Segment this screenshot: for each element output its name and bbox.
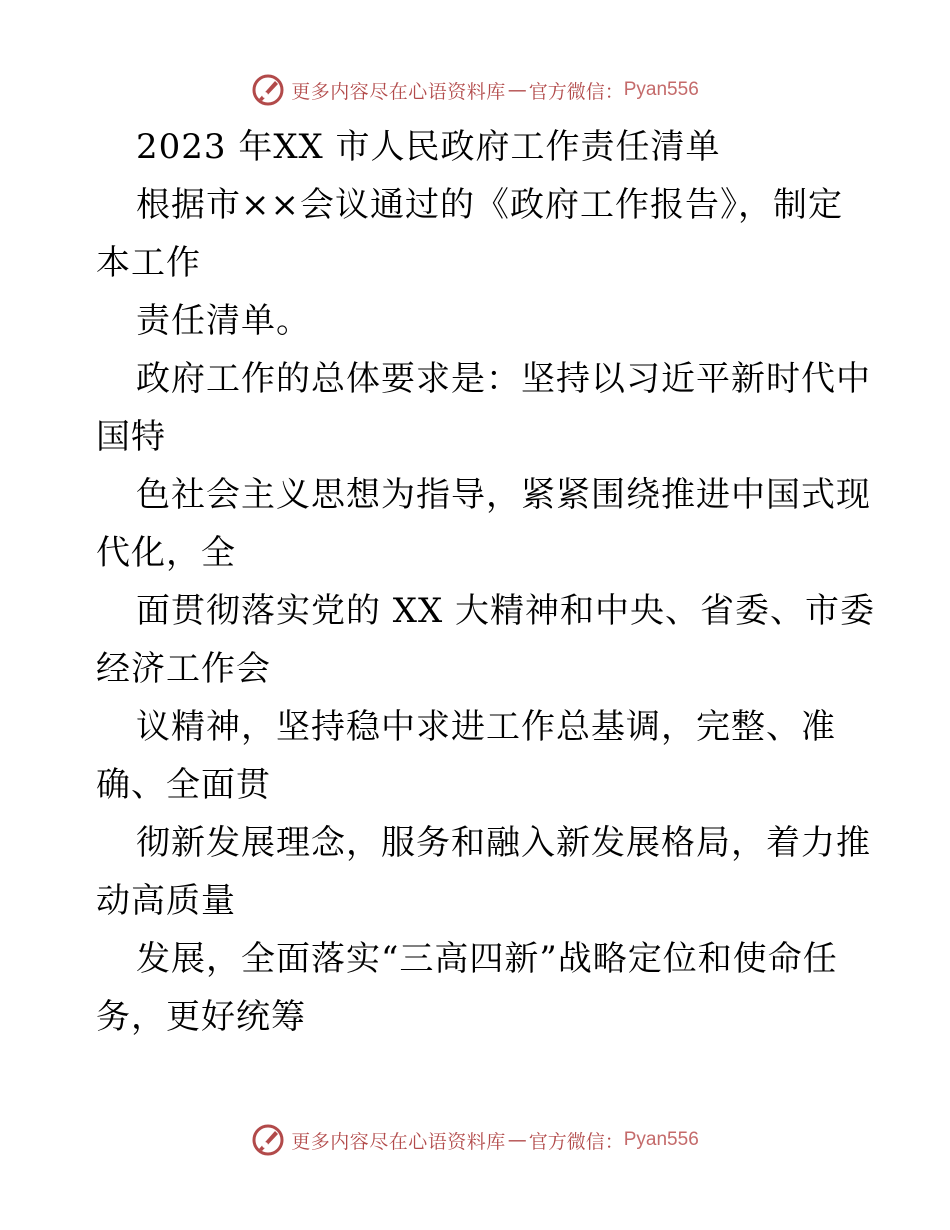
body-line: 经济工作会 <box>96 649 271 689</box>
body-line: 责任清单。 <box>136 301 311 341</box>
body-line: 本工作 <box>96 243 201 283</box>
body-line: 政府工作的总体要求是：坚持以习近平新时代中 <box>136 359 871 399</box>
banner-text: 更多内容尽在心语资料库 <box>291 80 506 103</box>
document-body <box>96 118 876 1046</box>
banner-wechat-label: 官方微信： <box>528 80 624 103</box>
document-title: 2023 年XX 市人民政府工作责任清单 <box>136 127 721 167</box>
banner-dash: — <box>507 79 527 101</box>
footer-watermark-banner <box>0 1120 950 1160</box>
body-line: 务，更好统筹 <box>96 997 306 1037</box>
body-line: 发展，全面落实“三高四新”战略定位和使命任 <box>136 939 838 979</box>
banner-wechat-id: Pyan556 <box>623 1129 699 1150</box>
body-line: 动高质量 <box>96 881 236 921</box>
banner-wechat-label: 官方微信： <box>528 1130 624 1153</box>
body-line: 国特 <box>96 417 166 457</box>
banner-wechat-id: Pyan556 <box>623 79 699 100</box>
body-line: 议精神，坚持稳中求进工作总基调，完整、准 <box>136 707 836 747</box>
header-watermark-banner <box>0 70 950 110</box>
body-line: 彻新发展理念，服务和融入新发展格局，着力推 <box>136 823 871 863</box>
body-line: 色社会主义思想为指导，紧紧围绕推进中国式现 <box>136 475 871 515</box>
pen-circle-logo-icon <box>251 1123 285 1157</box>
banner-text: 更多内容尽在心语资料库 <box>291 1130 506 1153</box>
banner-dash: — <box>507 1129 527 1151</box>
body-line: 确、全面贯 <box>96 765 271 805</box>
body-line: 根据市××会议通过的《政府工作报告》，制定 <box>136 185 843 225</box>
body-line: 代化，全 <box>96 533 236 573</box>
body-line: 面贯彻落实党的 XX 大精神和中央、省委、市委 <box>136 591 876 631</box>
pen-circle-logo-icon <box>251 73 285 107</box>
